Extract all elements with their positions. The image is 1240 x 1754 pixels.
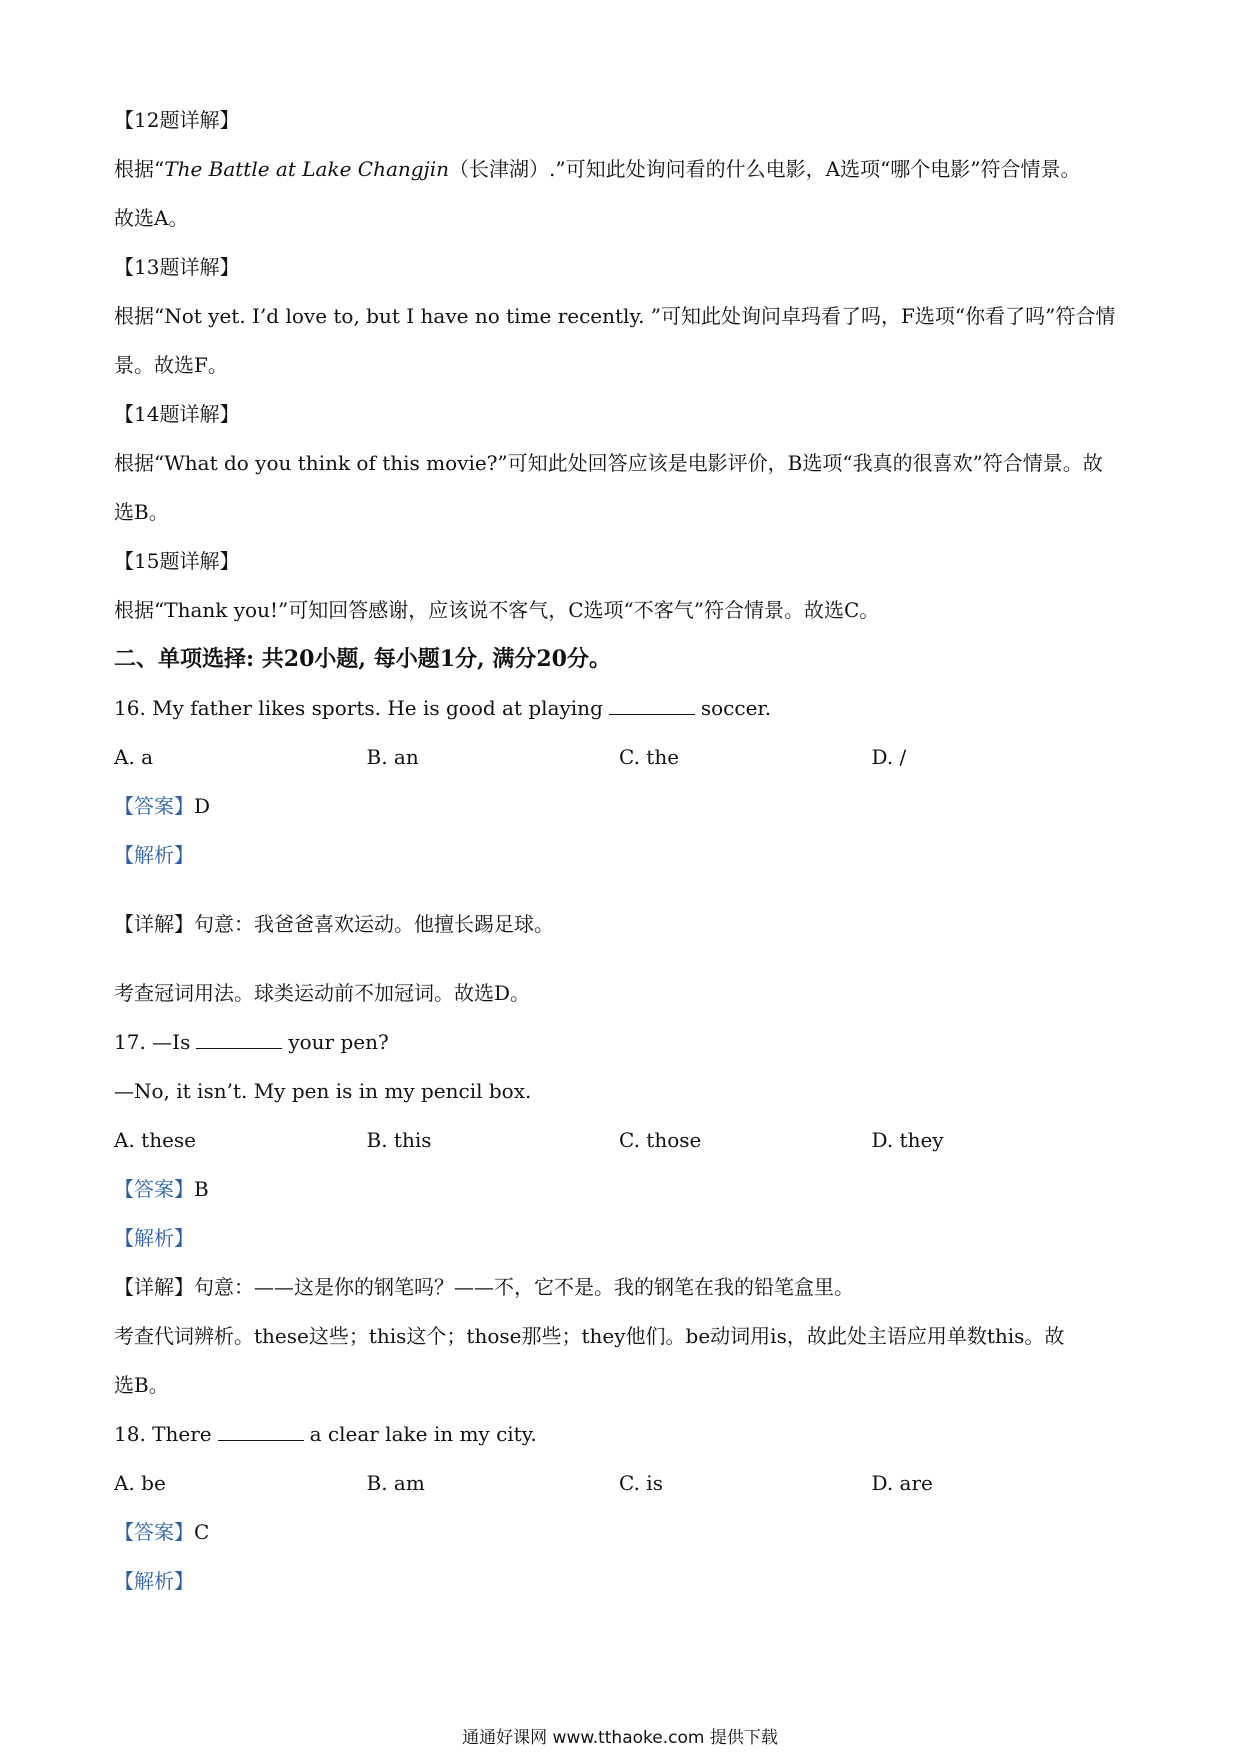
document-content xyxy=(114,96,1124,1606)
q16-answer-value: D xyxy=(194,794,211,818)
q17-note-line2: 选B。 xyxy=(114,1373,169,1397)
q18-answer-value: C xyxy=(194,1520,210,1544)
q17-option-a: A. these xyxy=(114,1128,197,1152)
q14-explanation: 根据“What do you think of this movie?”可知此处回答应该是电影评价，B选项“我真的很喜欢”符合情景。故 xyxy=(114,451,1103,475)
q15-explanation: 根据“Thank you!”可知回答感谢，应该说不客气，C选项“不客气”符合情景。故选C。 xyxy=(114,598,880,622)
page-footer-source: 通通好课网 www.tthaoke.com 提供下载 xyxy=(462,1728,778,1748)
movie-title: The Battle at Lake Changjin xyxy=(164,157,450,181)
q18-stem-post: a clear lake in my city. xyxy=(309,1422,537,1446)
q18-blank xyxy=(218,1424,304,1441)
q18-option-c: C. is xyxy=(619,1471,663,1495)
q17-options xyxy=(114,1116,1124,1165)
q16-analysis-label: 【解析】 xyxy=(114,843,194,867)
q16-stem-post: soccer. xyxy=(700,696,772,720)
section-2-title: 二、单项选择: 共20小题, 每小题1分, 满分20分。 xyxy=(114,646,611,672)
q17-option-b: B. this xyxy=(366,1128,432,1152)
q16-option-d: D. / xyxy=(871,745,907,769)
q16-stem-pre: 16. My father likes sports. He is good at playing xyxy=(114,696,603,720)
q12-conclusion: 故选A。 xyxy=(114,206,189,230)
q15-header: 【15题详解】 xyxy=(114,549,240,573)
q14-conclusion: 选B。 xyxy=(114,500,169,524)
q13-header: 【13题详解】 xyxy=(114,255,240,279)
q18-option-b: B. am xyxy=(366,1471,425,1495)
q17-stem xyxy=(114,1018,1124,1067)
q14-header: 【14题详解】 xyxy=(114,402,240,426)
q17-answer xyxy=(114,1165,1124,1214)
q12-header: 【12题详解】 xyxy=(114,108,240,132)
q16-note: 考查冠词用法。球类运动前不加冠词。故选D。 xyxy=(114,981,531,1005)
q17-stem-pre: 17. —Is xyxy=(114,1030,191,1054)
q17-reply: —No, it isn’t. My pen is in my pencil box. xyxy=(114,1079,532,1103)
q17-stem-post: your pen? xyxy=(288,1030,389,1054)
q16-option-a: A. a xyxy=(114,745,154,769)
answer-label: 【答案】 xyxy=(114,1177,194,1201)
q12-explanation xyxy=(114,145,1124,194)
q17-answer-value: B xyxy=(194,1177,209,1201)
q18-stem-pre: 18. There xyxy=(114,1422,212,1446)
q18-option-a: A. be xyxy=(114,1471,166,1495)
q17-option-d: D. they xyxy=(871,1128,944,1152)
q12-text-pre: 根据“ xyxy=(114,157,165,181)
q18-answer xyxy=(114,1508,1124,1557)
q16-option-c: C. the xyxy=(619,745,680,769)
q18-analysis-label: 【解析】 xyxy=(114,1569,194,1593)
q17-note-line1: 考查代词辨析。these这些；this这个；those那些；they他们。be动词用is，故此处主语应用单数this。故 xyxy=(114,1324,1065,1348)
q16-blank xyxy=(609,698,695,715)
q17-analysis-label: 【解析】 xyxy=(114,1226,194,1250)
q13-conclusion: 景。故选F。 xyxy=(114,353,228,377)
q16-stem xyxy=(114,684,1124,733)
q18-stem xyxy=(114,1410,1124,1459)
q17-blank xyxy=(196,1032,282,1049)
q18-option-d: D. are xyxy=(871,1471,933,1495)
answer-label: 【答案】 xyxy=(114,794,194,818)
answer-label: 【答案】 xyxy=(114,1520,194,1544)
q13-explanation: 根据“Not yet. I’d love to, but I have no time recently. ”可知此处询问卓玛看了吗，F选项“你看了吗”符合情 xyxy=(114,304,1116,328)
spacer xyxy=(114,880,1124,900)
q16-answer xyxy=(114,782,1124,831)
q16-option-b: B. an xyxy=(366,745,419,769)
q18-options xyxy=(114,1459,1124,1508)
q16-detail: 【详解】句意：我爸爸喜欢运动。他擅长踢足球。 xyxy=(114,912,554,936)
spacer xyxy=(114,949,1124,969)
q17-option-c: C. those xyxy=(619,1128,702,1152)
q16-options xyxy=(114,733,1124,782)
q12-text-post: （长津湖）.”可知此处询问看的什么电影，A选项“哪个电影”符合情景。 xyxy=(449,157,1081,181)
q17-detail: 【详解】句意：——这是你的钢笔吗？——不，它不是。我的钢笔在我的铅笔盒里。 xyxy=(114,1275,854,1299)
